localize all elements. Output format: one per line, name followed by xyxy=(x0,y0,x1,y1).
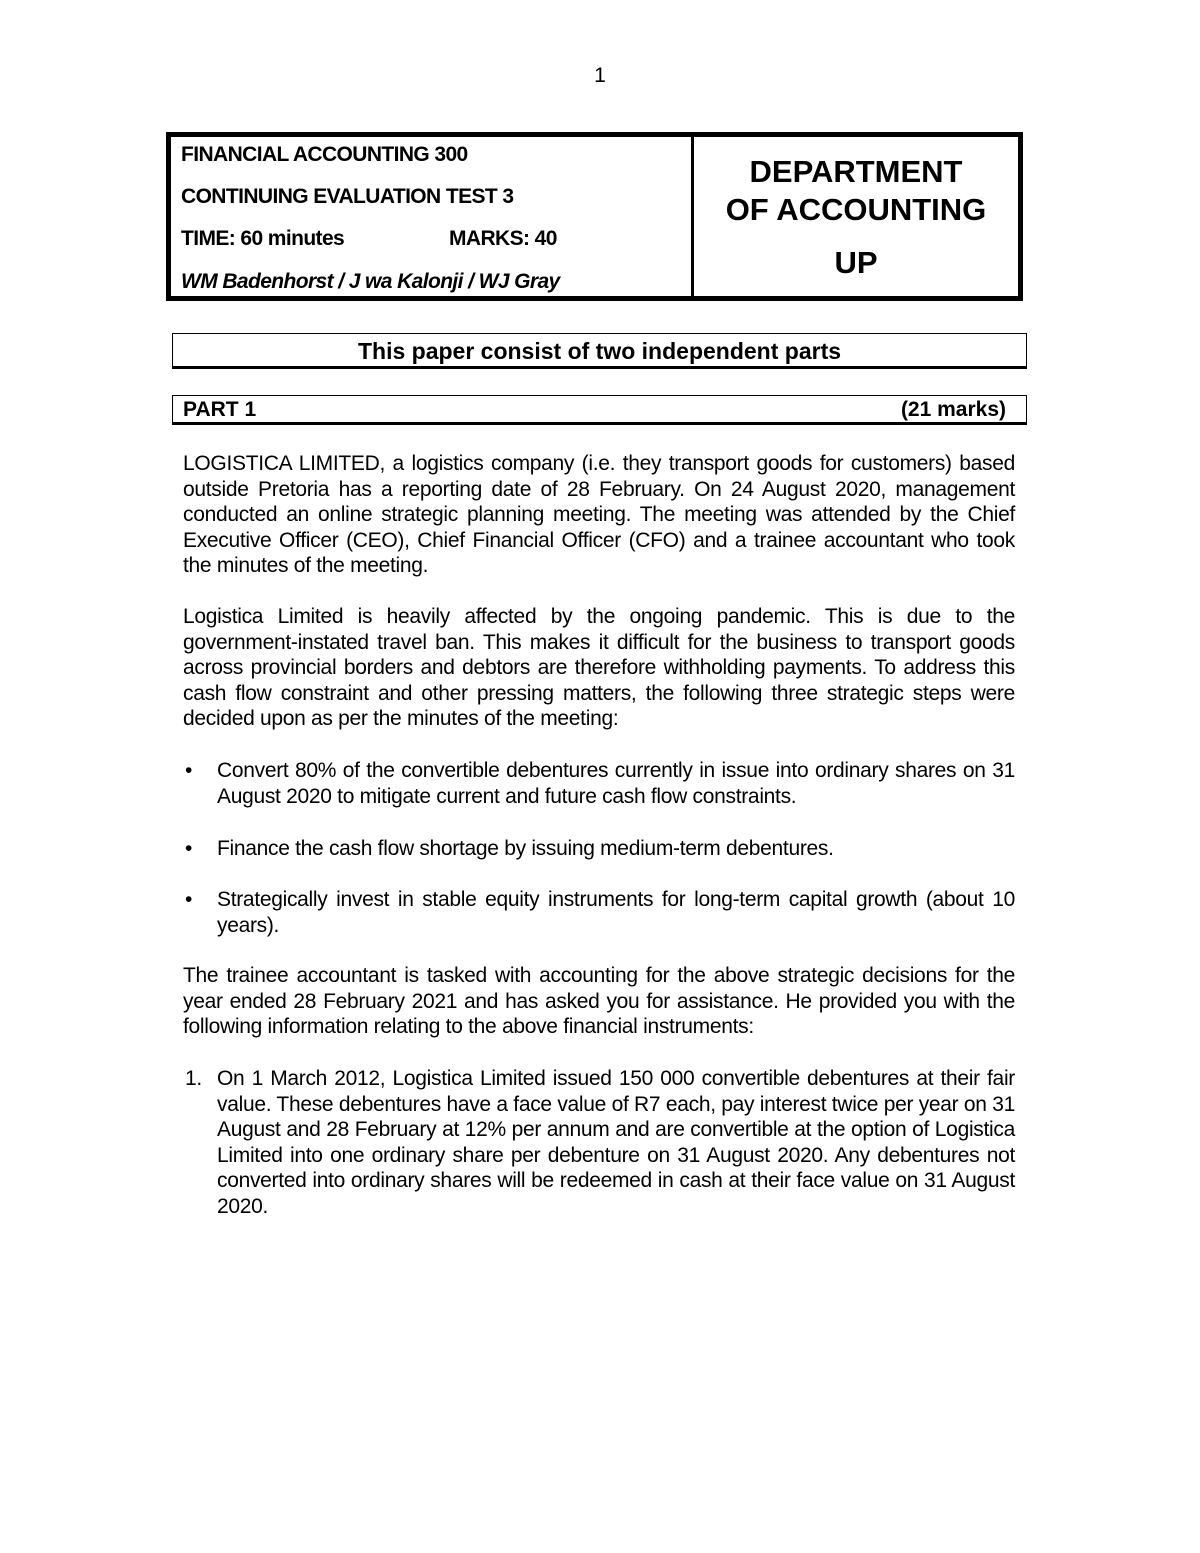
paper-title: This paper consist of two independent parts xyxy=(172,333,1027,369)
paragraph: The trainee accountant is tasked with accounting for the above strategic decisions for the year ended 28 February 2021 and has asked you for assistance. He provided you with the following information relating to the above financial instruments: xyxy=(183,964,1015,1038)
institution: UP xyxy=(834,245,878,280)
page-number: 1 xyxy=(594,64,606,87)
list-item-text: Strategically invest in stable equity instruments for long-term capital growth (about 10 years). xyxy=(217,888,1015,937)
paragraph: Logistica Limited is heavily affected by the ongoing pandemic. This is due to the government-instated travel ban. This makes it difficult for the business to transport goods across provincial borders and debtors are therefore withholding payments. To address this cash flow constraint and other pressing matters, the following three strategic steps were decided upon as per the minutes of the meeting: xyxy=(183,605,1015,730)
bullet-icon: • xyxy=(185,837,193,860)
numbered-item xyxy=(183,1066,1015,1219)
list-item-text: Convert 80% of the convertible debentures currently in issue into ordinary shares on 31 August 2020 to mitigate current and future cash flow constraints. xyxy=(217,759,1015,808)
department-line-2: OF ACCOUNTING xyxy=(725,192,987,227)
paragraph: LOGISTICA LIMITED, a logistics company (i.e. they transport goods for customers) based outside Pretoria has a reporting date of 28 February. On 24 August 2020, management conducted an online strategic planning meeting. The meeting was attended by the Chief Executive Officer (CEO), Chief Financial Officer (CFO) and a trainee accountant who took the minutes of the meeting. xyxy=(183,452,1015,577)
authors: WM Badenhorst / J wa Kalonji / WJ Gray xyxy=(181,270,560,293)
department-line-1: DEPARTMENT xyxy=(749,154,963,189)
bullet-icon: • xyxy=(185,888,193,911)
list-item xyxy=(183,887,1015,938)
exam-header xyxy=(166,132,1023,301)
list-item xyxy=(183,758,1015,809)
numbered-item-text: On 1 March 2012, Logistica Limited issued 150 000 convertible debentures at their fair value. These debentures have a face value of R7 each, pay interest twice per year on 31 August and 28 February at 12% per annum and are convertible at the option of Logistica Limited into one ordinary share per debenture on 31 August 2020. Any debentures not converted into ordinary shares will be redeemed in cash at their face value on 31 August 2020. xyxy=(217,1067,1015,1218)
list-item-text: Finance the cash flow shortage by issuing medium-term debentures. xyxy=(217,837,834,860)
exam-details xyxy=(171,137,694,296)
department-block xyxy=(694,137,1018,296)
time-allowed: TIME: 60 minutes xyxy=(181,227,345,250)
course-name: FINANCIAL ACCOUNTING 300 xyxy=(181,143,468,166)
list-item xyxy=(183,836,1015,862)
test-name: CONTINUING EVALUATION TEST 3 xyxy=(181,185,514,208)
item-number: 1. xyxy=(185,1067,202,1090)
part-heading xyxy=(172,395,1027,425)
part-label: PART 1 xyxy=(183,398,257,421)
department-name xyxy=(694,153,1018,229)
total-marks: MARKS: 40 xyxy=(449,227,557,250)
bullet-icon: • xyxy=(185,759,193,782)
part-marks: (21 marks) xyxy=(900,398,1006,421)
